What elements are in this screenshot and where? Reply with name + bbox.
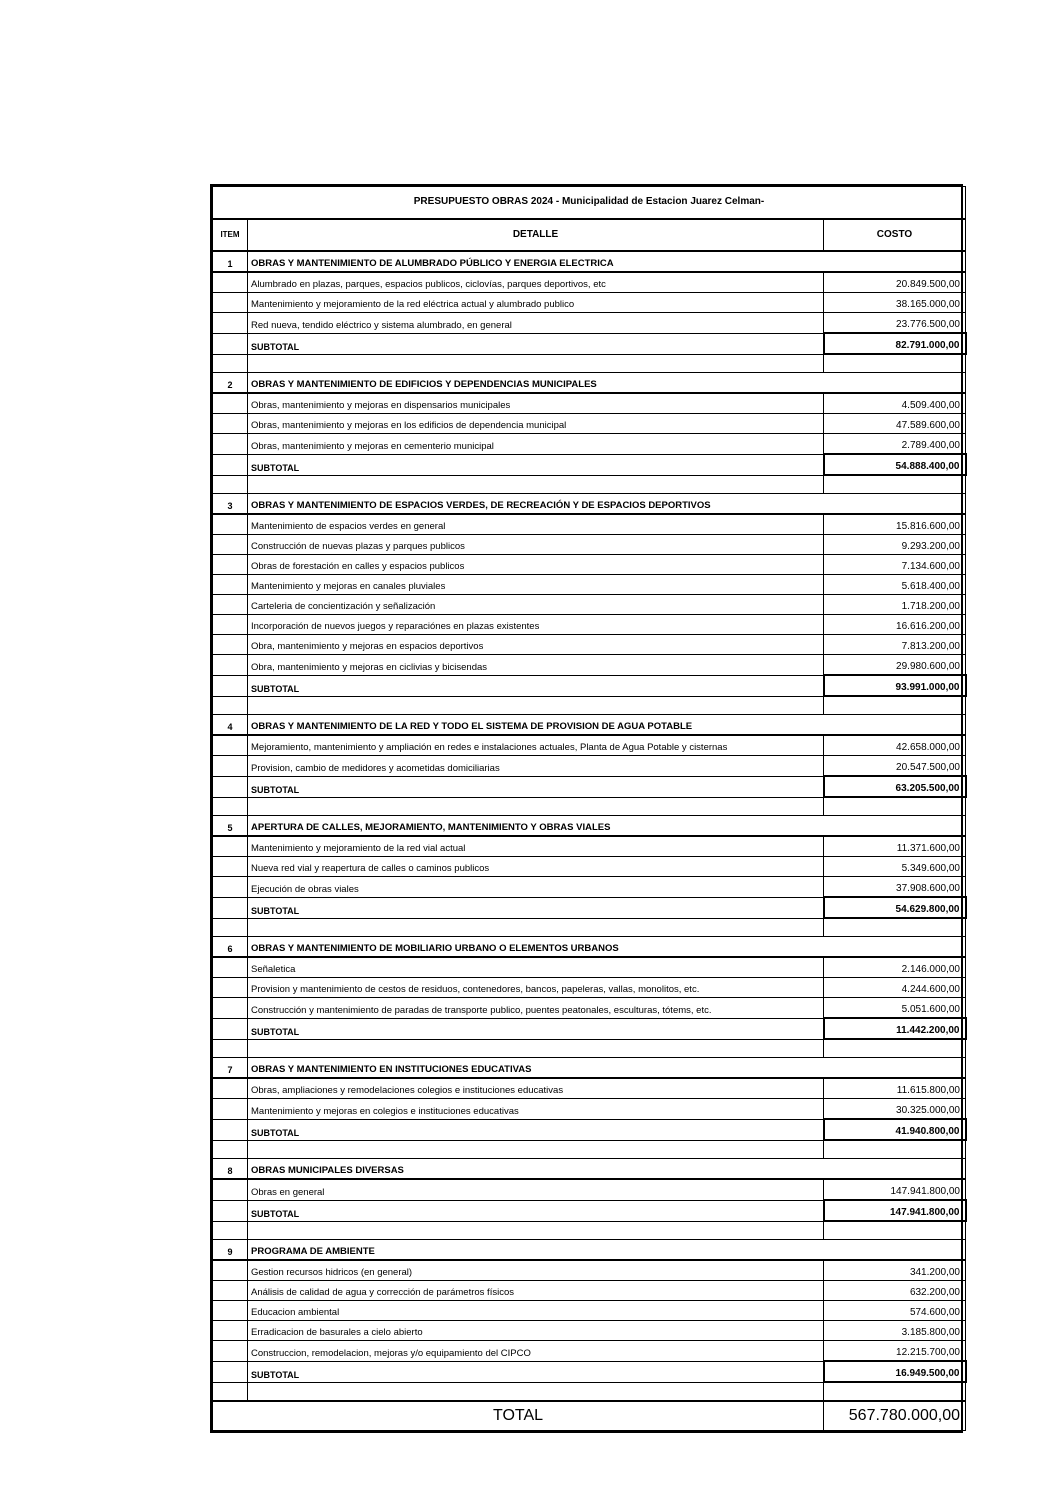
header-detail: DETALLE [248,219,824,251]
subtotal-value: 147.941.800,00 [824,1200,966,1221]
detail-cell: Red nueva, tendido eléctrico y sistema alumbrado, en general [248,313,824,334]
section-item-number: 2 [213,373,248,394]
blank-cell [213,475,248,494]
cost-cell: 1.718.200,00 [824,595,966,615]
item-cell [213,1321,248,1341]
item-cell [213,655,248,676]
subtotal-value: 82.791.000,00 [824,333,966,354]
item-cell [213,313,248,334]
blank-cell [824,1039,966,1058]
total-row [213,1401,966,1431]
detail-cell: Provision, cambio de medidores y acometidas domiciliarias [248,756,824,777]
table-row [213,635,966,655]
table-row [213,434,966,455]
table-row [213,1179,966,1200]
section-title: OBRAS MUNICIPALES DIVERSAS [248,1159,966,1180]
item-cell [213,1078,248,1099]
item-cell [213,756,248,777]
detail-cell: Obra, mantenimiento y mejoras en espacios deportivos [248,635,824,655]
detail-cell: Mantenimiento y mejoras en canales pluviales [248,575,824,595]
blank-cell [824,1382,966,1401]
cost-cell: 4.244.600,00 [824,978,966,998]
item-cell [213,555,248,575]
title-row [213,187,966,220]
blank-row [213,696,966,715]
subtotal-row [213,776,966,797]
section-item-number: 5 [213,816,248,837]
subtotal-value: 11.442.200,00 [824,1018,966,1039]
item-cell [213,978,248,998]
detail-cell: Obras en general [248,1179,824,1200]
budget-sheet [210,184,963,1433]
section-item-number: 7 [213,1058,248,1079]
cost-cell: 42.658.000,00 [824,735,966,756]
table-row [213,998,966,1019]
blank-row [213,1221,966,1240]
blank-cell [248,918,824,937]
blank-cell [824,354,966,373]
subtotal-row [213,454,966,475]
cost-cell: 3.185.800,00 [824,1321,966,1341]
detail-cell: Nueva red vial y reapertura de calles o caminos publicos [248,857,824,877]
detail-cell: Educacion ambiental [248,1301,824,1321]
section-title: OBRAS Y MANTENIMIENTO DE ESPACIOS VERDES, DE RECREACIÓN Y DE ESPACIOS DEPORTIVOS [248,494,966,515]
detail-cell: Mantenimiento y mejoras en colegios e instituciones educativas [248,1099,824,1120]
item-cell [213,635,248,655]
table-row [213,575,966,595]
section-header-row [213,816,966,837]
section-title: OBRAS Y MANTENIMIENTO DE MOBILIARIO URBANO O ELEMENTOS URBANOS [248,937,966,958]
detail-cell: Obras de forestación en calles y espacios publicos [248,555,824,575]
item-cell [213,1200,248,1221]
subtotal-value: 54.629.800,00 [824,897,966,918]
item-cell [213,1179,248,1200]
item-cell [213,1099,248,1120]
blank-row [213,1039,966,1058]
subtotal-row [213,1361,966,1382]
cost-cell: 29.980.600,00 [824,655,966,676]
item-cell [213,514,248,535]
total-label: TOTAL [213,1401,824,1431]
section-title: PROGRAMA DE AMBIENTE [248,1240,966,1261]
item-cell [213,293,248,313]
section-item-number: 1 [213,251,248,272]
item-cell [213,735,248,756]
section-item-number: 9 [213,1240,248,1261]
cost-cell: 47.589.600,00 [824,414,966,434]
table-row [213,836,966,857]
blank-cell [213,696,248,715]
section-header-row [213,715,966,736]
subtotal-value: 93.991.000,00 [824,675,966,696]
blank-cell [824,918,966,937]
blank-cell [824,797,966,816]
cost-cell: 7.134.600,00 [824,555,966,575]
table-row [213,313,966,334]
detail-cell: Carteleria de concientización y señalización [248,595,824,615]
header-row [213,219,966,251]
section-title: OBRAS Y MANTENIMIENTO DE EDIFICIOS Y DEPENDENCIAS MUNICIPALES [248,373,966,394]
detail-cell: Provision y mantenimiento de cestos de residuos, contenedores, bancos, papeleras, vallas, monolitos, etc. [248,978,824,998]
table-row [213,857,966,877]
detail-cell: Mantenimiento de espacios verdes en general [248,514,824,535]
section-header-row [213,1159,966,1180]
subtotal-label: SUBTOTAL [248,333,824,354]
cost-cell: 341.200,00 [824,1260,966,1281]
subtotal-row [213,333,966,354]
blank-cell [824,475,966,494]
item-cell [213,595,248,615]
table-row [213,615,966,635]
subtotal-value: 16.949.500,00 [824,1361,966,1382]
subtotal-label: SUBTOTAL [248,1200,824,1221]
cost-cell: 16.616.200,00 [824,615,966,635]
table-row [213,1321,966,1341]
subtotal-row [213,897,966,918]
blank-cell [213,797,248,816]
item-cell [213,897,248,918]
subtotal-row [213,1200,966,1221]
section-title: OBRAS Y MANTENIMIENTO DE LA RED Y TODO EL SISTEMA DE PROVISION DE AGUA POTABLE [248,715,966,736]
item-cell [213,857,248,877]
header-cost: COSTO [824,219,966,251]
cost-cell: 20.849.500,00 [824,272,966,293]
blank-cell [824,1140,966,1159]
section-item-number: 8 [213,1159,248,1180]
subtotal-value: 63.205.500,00 [824,776,966,797]
total-value: 567.780.000,00 [824,1401,966,1431]
table-row [213,293,966,313]
item-cell [213,1119,248,1140]
subtotal-label: SUBTOTAL [248,776,824,797]
item-cell [213,414,248,434]
subtotal-value: 54.888.400,00 [824,454,966,475]
detail-cell: Obras, ampliaciones y remodelaciones colegios e instituciones educativas [248,1078,824,1099]
table-row [213,1341,966,1362]
cost-cell: 15.816.600,00 [824,514,966,535]
item-cell [213,1341,248,1362]
item-cell [213,877,248,898]
cost-cell: 37.908.600,00 [824,877,966,898]
item-cell [213,998,248,1019]
cost-cell: 574.600,00 [824,1301,966,1321]
section-item-number: 4 [213,715,248,736]
cost-cell: 20.547.500,00 [824,756,966,777]
subtotal-row [213,1119,966,1140]
table-row [213,1099,966,1120]
blank-row [213,1140,966,1159]
section-header-row [213,373,966,394]
item-cell [213,333,248,354]
blank-cell [248,1140,824,1159]
item-cell [213,1361,248,1382]
blank-cell [248,1382,824,1401]
detail-cell: Gestion recursos hidricos (en general) [248,1260,824,1281]
cost-cell: 2.146.000,00 [824,957,966,978]
detail-cell: Mejoramiento, mantenimiento y ampliación en redes e instalaciones actuales, Planta de Agua Potable y cisternas [248,735,824,756]
table-row [213,735,966,756]
section-item-number: 6 [213,937,248,958]
header-item: ITEM [213,219,248,251]
item-cell [213,1018,248,1039]
subtotal-label: SUBTOTAL [248,675,824,696]
table-row [213,1260,966,1281]
table-row [213,595,966,615]
cost-cell: 632.200,00 [824,1281,966,1301]
subtotal-label: SUBTOTAL [248,897,824,918]
item-cell [213,957,248,978]
blank-cell [213,1140,248,1159]
table-row [213,756,966,777]
cost-cell: 11.615.800,00 [824,1078,966,1099]
table-row [213,1281,966,1301]
blank-row [213,918,966,937]
table-row [213,1301,966,1321]
blank-row [213,1382,966,1401]
subtotal-value: 41.940.800,00 [824,1119,966,1140]
table-row [213,514,966,535]
section-title: APERTURA DE CALLES, MEJORAMIENTO, MANTENIMIENTO Y OBRAS VIALES [248,816,966,837]
detail-cell: Ejecución de obras viales [248,877,824,898]
detail-cell: Incorporación de nuevos juegos y reparaciónes en plazas existentes [248,615,824,635]
cost-cell: 2.789.400,00 [824,434,966,455]
table-row [213,655,966,676]
item-cell [213,272,248,293]
blank-cell [213,354,248,373]
table-row [213,272,966,293]
cost-cell: 11.371.600,00 [824,836,966,857]
table-row [213,393,966,414]
item-cell [213,1301,248,1321]
item-cell [213,1260,248,1281]
detail-cell: Análisis de calidad de agua y corrección de parámetros físicos [248,1281,824,1301]
cost-cell: 12.215.700,00 [824,1341,966,1362]
subtotal-label: SUBTOTAL [248,1361,824,1382]
blank-cell [213,918,248,937]
blank-cell [248,696,824,715]
item-cell [213,776,248,797]
subtotal-label: SUBTOTAL [248,1018,824,1039]
detail-cell: Obras, mantenimiento y mejoras en dispensarios municipales [248,393,824,414]
blank-cell [248,797,824,816]
blank-row [213,354,966,373]
item-cell [213,615,248,635]
cost-cell: 7.813.200,00 [824,635,966,655]
blank-cell [248,354,824,373]
blank-cell [824,696,966,715]
section-header-row [213,251,966,272]
detail-cell: Mantenimiento y mejoramiento de la red vial actual [248,836,824,857]
blank-row [213,797,966,816]
item-cell [213,575,248,595]
subtotal-row [213,675,966,696]
blank-cell [248,475,824,494]
table-row [213,535,966,555]
blank-cell [213,1039,248,1058]
item-cell [213,454,248,475]
detail-cell: Construcción y mantenimiento de paradas de transporte publico, puentes peatonales, esculturas, tótems, etc. [248,998,824,1019]
cost-cell: 23.776.500,00 [824,313,966,334]
section-header-row [213,494,966,515]
detail-cell: Mantenimiento y mejoramiento de la red eléctrica actual y alumbrado publico [248,293,824,313]
section-title: OBRAS Y MANTENIMIENTO EN INSTITUCIONES EDUCATIVAS [248,1058,966,1079]
blank-cell [248,1039,824,1058]
blank-cell [213,1382,248,1401]
blank-row [213,475,966,494]
section-header-row [213,1058,966,1079]
table-row [213,1078,966,1099]
cost-cell: 30.325.000,00 [824,1099,966,1120]
detail-cell: Obra, mantenimiento y mejoras en ciclivias y bicisendas [248,655,824,676]
cost-cell: 5.618.400,00 [824,575,966,595]
detail-cell: Obras, mantenimiento y mejoras en los edificios de dependencia municipal [248,414,824,434]
section-title: OBRAS Y MANTENIMIENTO DE ALUMBRADO PÚBLICO Y ENERGIA ELECTRICA [248,251,966,272]
cost-cell: 5.051.600,00 [824,998,966,1019]
page-title: PRESUPUESTO OBRAS 2024 - Municipalidad de Estacion Juarez Celman- [213,187,966,220]
detail-cell: Construcción de nuevas plazas y parques publicos [248,535,824,555]
subtotal-label: SUBTOTAL [248,1119,824,1140]
blank-cell [248,1221,824,1240]
blank-cell [213,1221,248,1240]
budget-table [212,186,967,1431]
table-row [213,555,966,575]
table-row [213,957,966,978]
item-cell [213,675,248,696]
table-row [213,978,966,998]
detail-cell: Obras, mantenimiento y mejoras en cementerio municipal [248,434,824,455]
table-row [213,414,966,434]
detail-cell: Construccion, remodelacion, mejoras y/o equipamiento del CIPCO [248,1341,824,1362]
section-item-number: 3 [213,494,248,515]
detail-cell: Alumbrado en plazas, parques, espacios publicos, ciclovías, parques deportivos, etc [248,272,824,293]
detail-cell: Señaletica [248,957,824,978]
subtotal-label: SUBTOTAL [248,454,824,475]
cost-cell: 38.165.000,00 [824,293,966,313]
cost-cell: 9.293.200,00 [824,535,966,555]
item-cell [213,393,248,414]
cost-cell: 147.941.800,00 [824,1179,966,1200]
cost-cell: 5.349.600,00 [824,857,966,877]
cost-cell: 4.509.400,00 [824,393,966,414]
section-header-row [213,937,966,958]
item-cell [213,836,248,857]
blank-cell [824,1221,966,1240]
item-cell [213,535,248,555]
table-row [213,877,966,898]
detail-cell: Erradicacion de basurales a cielo abierto [248,1321,824,1341]
subtotal-row [213,1018,966,1039]
item-cell [213,1281,248,1301]
item-cell [213,434,248,455]
section-header-row [213,1240,966,1261]
